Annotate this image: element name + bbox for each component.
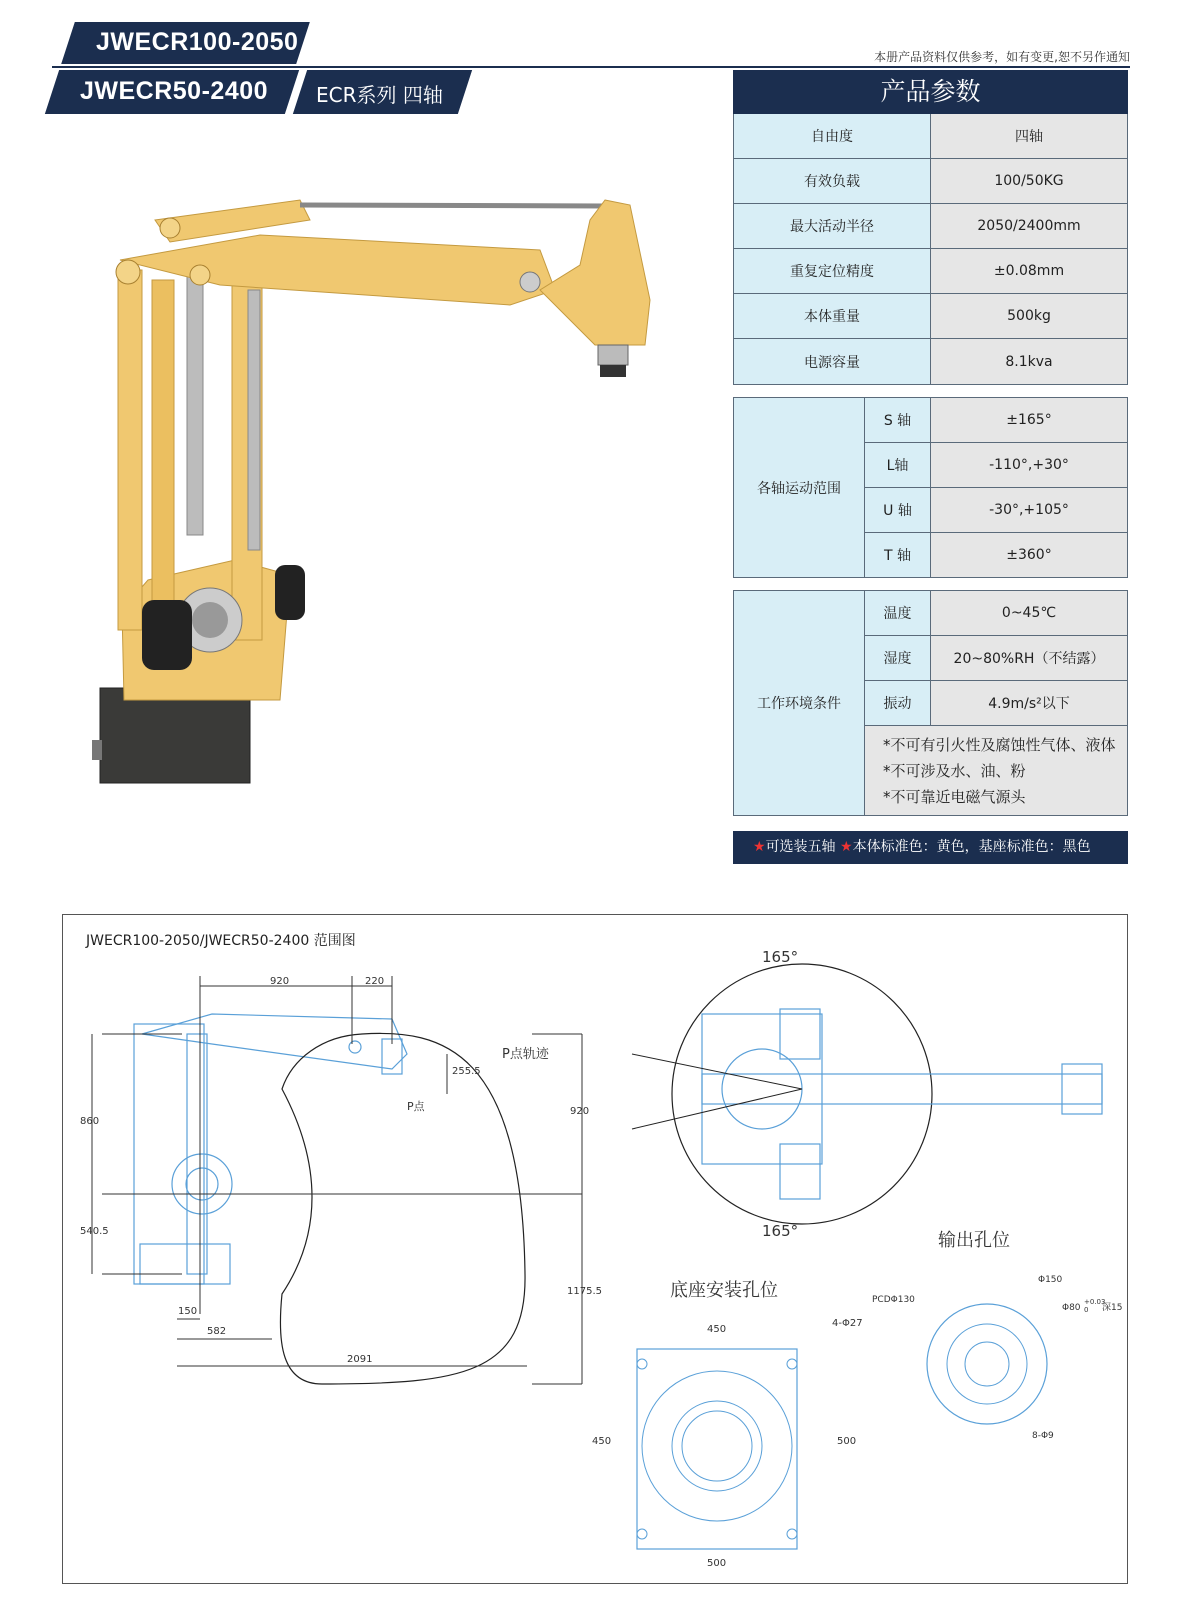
base-dim-h500: 500: [837, 1436, 857, 1447]
angle-line-top: [632, 1054, 802, 1089]
output-holes-label: 8-Φ9: [1032, 1431, 1054, 1441]
param-value: 2050/2400mm: [931, 204, 1128, 249]
flange-center-bore: [965, 1342, 1009, 1386]
angle-top-label: 165°: [762, 948, 799, 966]
param-value: 100/50KG: [931, 159, 1128, 204]
env-value: 20~80%RH（不结露）: [931, 636, 1128, 681]
params-table: [733, 114, 1128, 385]
axis-name: T 轴: [865, 533, 931, 578]
angle-bottom-label: 165°: [762, 1222, 799, 1240]
param-value: 500kg: [931, 294, 1128, 339]
env-value: 0~45℃: [931, 591, 1128, 636]
dim-920-right: 920: [570, 1106, 590, 1117]
robot-top-view: [702, 1009, 1102, 1199]
axis-name: S 轴: [865, 398, 931, 443]
param-label: 自由度: [734, 114, 931, 159]
env-note: *不可靠近电磁气源头: [883, 788, 1026, 806]
axis-name: U 轴: [865, 488, 931, 533]
param-value: 8.1kva: [931, 339, 1128, 385]
base-ring-outer: [642, 1371, 792, 1521]
axis-range: -30°,+105°: [931, 488, 1128, 533]
env-note: *不可有引火性及腐蚀性气体、液体: [883, 736, 1116, 754]
dim-582: 582: [207, 1326, 227, 1337]
footnote-bar: [733, 831, 1128, 864]
base-title: 底座安装孔位: [670, 1280, 778, 1301]
env-item: 温度: [865, 591, 931, 636]
footnote-color: 本体标准色：黄色，基座标准色：黑色: [852, 839, 1091, 855]
params-title: 产品参数: [733, 70, 1128, 114]
output-d80-label: Φ80: [1062, 1303, 1081, 1313]
axis-name: L轴: [865, 443, 931, 488]
param-value: ±0.08mm: [931, 249, 1128, 294]
output-depth-label: 深15: [1102, 1303, 1123, 1313]
base-dim-w500: 500: [707, 1558, 727, 1569]
param-value: 四轴: [931, 114, 1128, 159]
base-plate: [637, 1349, 797, 1549]
model-title-2: JWECR50-2400: [80, 77, 269, 105]
star-icon: ★: [753, 839, 766, 855]
param-label: 电源容量: [734, 339, 931, 385]
p-trajectory-envelope: [280, 1033, 525, 1384]
dim-1175: 1175.5: [567, 1286, 602, 1297]
p-point-label: P点: [407, 1100, 425, 1113]
flange-outer: [927, 1304, 1047, 1424]
env-value: 4.9m/s²以下: [931, 681, 1128, 726]
robot-side-view: [134, 1014, 407, 1284]
dim-860: 860: [80, 1116, 100, 1127]
base-holes: [637, 1359, 797, 1539]
env-item: 振动: [865, 681, 931, 726]
env-table: [733, 590, 1128, 816]
dim-220: 220: [365, 976, 385, 987]
dim-150: 150: [178, 1306, 198, 1317]
param-label: 有效负载: [734, 159, 931, 204]
base-dim-h450: 450: [592, 1436, 612, 1447]
base-ring-core: [682, 1411, 752, 1481]
output-tol0-label: 0: [1084, 1306, 1089, 1314]
footnote-option: 可选装五轴: [765, 839, 836, 855]
output-tol-label: +0.03: [1084, 1298, 1106, 1306]
drawing-title: JWECR100-2050/JWECR50-2400 范围图: [86, 933, 356, 949]
disclaimer: 本册产品资料仅供参考，如有变更,恕不另作通知: [874, 50, 1130, 64]
param-label: 本体重量: [734, 294, 931, 339]
axes-table: [733, 397, 1128, 578]
output-d150-label: Φ150: [1038, 1275, 1063, 1285]
param-label: 重复定位精度: [734, 249, 931, 294]
model-title-1: JWECR100-2050: [96, 28, 299, 56]
angle-line-bottom: [632, 1089, 802, 1129]
dim-2091: 2091: [347, 1354, 373, 1365]
range-drawing: [62, 914, 1128, 1584]
dim-920-top: 920: [270, 976, 290, 987]
dim-255: 255.5: [452, 1066, 481, 1077]
env-note: *不可涉及水、油、粉: [883, 762, 1026, 780]
env-item: 湿度: [865, 636, 931, 681]
header-rule: [52, 66, 1130, 68]
output-title: 输出孔位: [938, 1230, 1010, 1251]
base-ring-inner: [672, 1401, 762, 1491]
dim-540: 540.5: [80, 1226, 109, 1237]
env-notes: [865, 726, 1128, 816]
axes-label: 各轴运动范围: [734, 398, 865, 578]
base-dim-w450: 450: [707, 1324, 727, 1335]
star-icon: ★: [840, 839, 853, 855]
p-trajectory-label: P点轨迹: [502, 1047, 549, 1062]
flange-pcd: [947, 1324, 1027, 1404]
axis-range: -110°,+30°: [931, 443, 1128, 488]
series-label: ECR系列 四轴: [316, 83, 443, 107]
axis-range: ±165°: [931, 398, 1128, 443]
robot-illustration: [60, 180, 680, 800]
env-label: 工作环境条件: [734, 591, 865, 816]
axis-range: ±360°: [931, 533, 1128, 578]
param-label: 最大活动半径: [734, 204, 931, 249]
output-pcd-label: PCDΦ130: [872, 1295, 915, 1305]
base-holes-label: 4-Φ27: [832, 1318, 863, 1329]
